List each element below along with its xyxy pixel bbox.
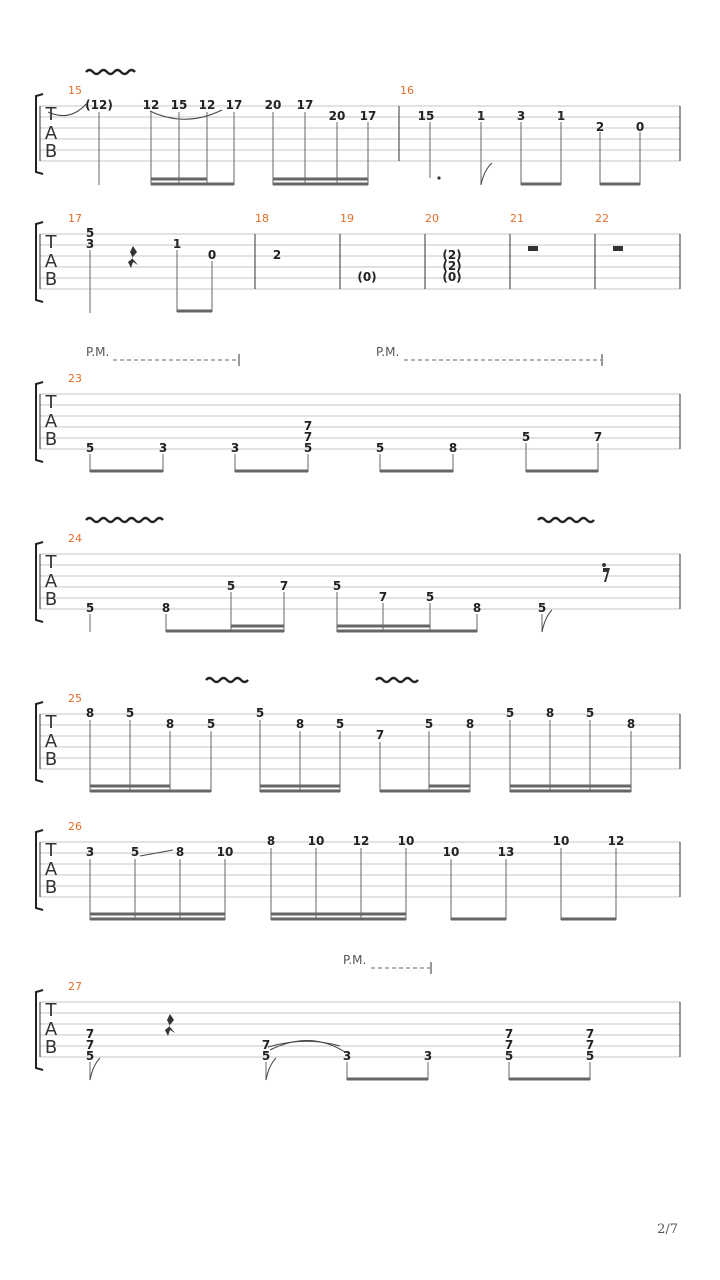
tab-note: 8 xyxy=(175,845,185,859)
measure-number: 25 xyxy=(68,692,82,705)
half-rest xyxy=(613,246,623,251)
palm-mute-label: P.M. xyxy=(376,345,400,359)
tab-clef-a: A xyxy=(44,411,58,432)
tab-note: 3 xyxy=(85,845,95,859)
system-3 xyxy=(36,345,680,472)
tab-note: 10 xyxy=(216,845,234,859)
tab-clef-b: B xyxy=(44,1037,58,1058)
measure-number: 17 xyxy=(68,212,82,225)
system-5 xyxy=(36,678,680,792)
tab-clef-t: T xyxy=(45,840,57,861)
tab-note: 5 xyxy=(537,601,547,615)
tab-note: 15 xyxy=(170,98,188,112)
tab-clef-b: B xyxy=(44,589,58,610)
tab-note: 12 xyxy=(142,98,160,112)
palm-mute-label: P.M. xyxy=(343,953,367,967)
tab-note: 8 xyxy=(626,717,636,731)
tab-note: 3 xyxy=(85,237,95,251)
tab-note: 5 xyxy=(85,226,95,240)
measure-number: 16 xyxy=(400,84,414,97)
tab-note: 5 xyxy=(255,706,265,720)
measure-number: 23 xyxy=(68,372,82,385)
tab-note: 7 xyxy=(303,430,313,444)
measure-number: 24 xyxy=(68,532,82,545)
tab-clef-a: A xyxy=(44,731,58,752)
palm-mute-label: P.M. xyxy=(86,345,110,359)
system-4 xyxy=(36,518,680,632)
measure-number: 27 xyxy=(68,980,82,993)
tab-note: 8 xyxy=(448,441,458,455)
tab-note: 7 xyxy=(504,1027,514,1041)
tab-note: (2) xyxy=(442,248,462,262)
tab-note: 13 xyxy=(497,845,515,859)
measure-number: 15 xyxy=(68,84,82,97)
tab-note: 3 xyxy=(516,109,526,123)
tab-note: 10 xyxy=(397,834,415,848)
tab-clef-t: T xyxy=(45,552,57,573)
tab-note: 8 xyxy=(472,601,482,615)
tab-note: 1 xyxy=(172,237,182,251)
tab-note: 8 xyxy=(165,717,175,731)
tab-note: (0) xyxy=(442,270,462,284)
tab-note: 7 xyxy=(303,419,313,433)
tab-note: (12) xyxy=(85,98,113,112)
tab-note: 7 xyxy=(585,1027,595,1041)
tab-note: 12 xyxy=(607,834,625,848)
tab-clef-a: A xyxy=(44,123,58,144)
vibrato-mark xyxy=(206,678,248,682)
tab-note: 5 xyxy=(261,1049,271,1063)
tab-note: 1 xyxy=(476,109,486,123)
tab-note: 5 xyxy=(504,1049,514,1063)
tab-clef-t: T xyxy=(45,392,57,413)
measure-number: 26 xyxy=(68,820,82,833)
tab-note: 10 xyxy=(442,845,460,859)
tab-note: 7 xyxy=(378,590,388,604)
tab-note: 7 xyxy=(85,1027,95,1041)
tab-clef-b: B xyxy=(44,749,58,770)
tab-note: 20 xyxy=(328,109,346,123)
tab-note: 17 xyxy=(359,109,377,123)
measure-number: 22 xyxy=(595,212,609,225)
tab-note: 8 xyxy=(545,706,555,720)
vibrato-mark xyxy=(86,70,135,74)
quarter-rest xyxy=(165,1014,175,1036)
system-6 xyxy=(36,820,680,920)
tab-note: 5 xyxy=(425,590,435,604)
tab-note: 8 xyxy=(295,717,305,731)
tab-note: 5 xyxy=(585,706,595,720)
tab-note: 7 xyxy=(593,430,603,444)
tab-note: 3 xyxy=(158,441,168,455)
tab-clef-b: B xyxy=(44,429,58,450)
tab-note: (0) xyxy=(357,270,377,284)
tab-clef-t: T xyxy=(45,232,57,253)
tab-note: 8 xyxy=(85,706,95,720)
vibrato-mark xyxy=(376,678,418,682)
tab-note: 12 xyxy=(198,98,216,112)
system-1 xyxy=(36,70,680,185)
system-2 xyxy=(36,212,680,313)
tab-note: 7 xyxy=(85,1038,95,1052)
tab-note: 8 xyxy=(465,717,475,731)
tab-note: 10 xyxy=(307,834,325,848)
tab-note: (2) xyxy=(442,259,462,273)
tab-note: 5 xyxy=(85,1049,95,1063)
tab-note: 5 xyxy=(125,706,135,720)
tab-note: 5 xyxy=(206,717,216,731)
tab-note: 0 xyxy=(635,120,645,134)
tab-note: 17 xyxy=(296,98,314,112)
tab-note: 1 xyxy=(556,109,566,123)
tab-note: 12 xyxy=(352,834,370,848)
tab-note: 5 xyxy=(585,1049,595,1063)
tab-note: 5 xyxy=(85,441,95,455)
tab-note: 5 xyxy=(505,706,515,720)
tab-note: 3 xyxy=(423,1049,433,1063)
tab-clef-b: B xyxy=(44,141,58,162)
tab-note: 7 xyxy=(375,728,385,742)
tab-note: 8 xyxy=(161,601,171,615)
tab-note: 5 xyxy=(332,579,342,593)
eighth-rest xyxy=(602,563,610,582)
half-rest xyxy=(528,246,538,251)
page-number: 2/7 xyxy=(657,1222,678,1237)
tab-clef-t: T xyxy=(45,712,57,733)
tab-note: 5 xyxy=(226,579,236,593)
quarter-rest xyxy=(128,246,138,268)
tab-note: 5 xyxy=(303,441,313,455)
measure-number: 21 xyxy=(510,212,524,225)
vibrato-mark xyxy=(86,518,163,522)
tab-note: 0 xyxy=(207,248,217,262)
tab-note: 8 xyxy=(266,834,276,848)
tab-clef-a: A xyxy=(44,1019,58,1040)
tab-clef-a: A xyxy=(44,571,58,592)
tab-note: 7 xyxy=(585,1038,595,1052)
tab-note: 7 xyxy=(279,579,289,593)
tab-note: 5 xyxy=(335,717,345,731)
tab-note: 10 xyxy=(552,834,570,848)
tab-note: 15 xyxy=(417,109,435,123)
tab-note: 7 xyxy=(261,1038,271,1052)
tab-clef-t: T xyxy=(45,1000,57,1021)
measure-number: 18 xyxy=(255,212,269,225)
tab-note: 5 xyxy=(521,430,531,444)
tab-note: 20 xyxy=(264,98,282,112)
tab-clef-a: A xyxy=(44,859,58,880)
tab-note: 3 xyxy=(342,1049,352,1063)
tab-clef-a: A xyxy=(44,251,58,272)
tab-note: 2 xyxy=(595,120,605,134)
tab-note: 17 xyxy=(225,98,243,112)
system-7 xyxy=(36,953,680,1080)
measure-number: 19 xyxy=(340,212,354,225)
vibrato-mark xyxy=(538,518,594,522)
tab-note: 5 xyxy=(375,441,385,455)
tab-note: 5 xyxy=(85,601,95,615)
tab-note: 2 xyxy=(272,248,282,262)
tab-clef-b: B xyxy=(44,269,58,290)
tab-note: 5 xyxy=(424,717,434,731)
tab-clef-b: B xyxy=(44,877,58,898)
tab-note: 5 xyxy=(130,845,140,859)
tab-note: 3 xyxy=(230,441,240,455)
tab-note: 7 xyxy=(504,1038,514,1052)
measure-number: 20 xyxy=(425,212,439,225)
tab-clef-t: T xyxy=(45,104,57,125)
